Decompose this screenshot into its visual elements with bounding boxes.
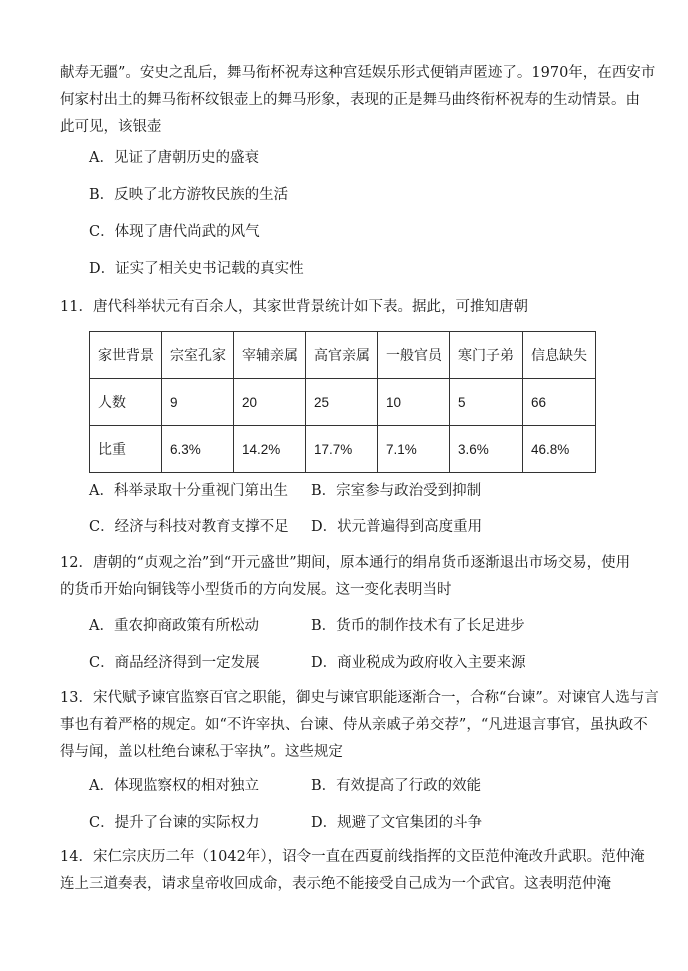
family-background-table: [89, 331, 596, 473]
table-cell: 10: [378, 379, 450, 426]
table-header-row: [90, 332, 596, 379]
table-cell: 6.3%: [162, 426, 234, 473]
table-header-cell: 信息缺失: [523, 332, 596, 379]
table-cell: 20: [234, 379, 306, 426]
q11-stem: 11．唐代科举状元有百余人，其家世背景统计如下表。据此，可推知唐朝: [60, 299, 528, 315]
table-cell: 人数: [90, 379, 162, 426]
q13-option-b[interactable]: B．有效提高了行政的效能: [311, 778, 482, 794]
q12-option-c[interactable]: C．商品经济得到一定发展: [89, 655, 260, 671]
table-cell: 14.2%: [234, 426, 306, 473]
q10-stem-line: 何家村出土的舞马衔杯纹银壶上的舞马形象，表现的正是舞马曲终衔杯祝寿的生动情景。由: [60, 92, 640, 108]
table-header-cell: 宗室孔家: [162, 332, 234, 379]
table-cell: 7.1%: [378, 426, 450, 473]
q10-stem-line: 此可见，该银壶: [60, 119, 162, 135]
table-row: [90, 379, 596, 426]
table-cell: 46.8%: [523, 426, 596, 473]
table-cell: 66: [523, 379, 596, 426]
q13-stem-line: 得与闻，盖以杜绝台谏私于宰执”。这些规定: [60, 744, 343, 760]
q14-stem-line: 14．宋仁宗庆历二年（1042年），诏令一直在西夏前线指挥的文臣范仲淹改升武职。范仲淹: [60, 849, 645, 865]
q10-stem-line: 献寿无疆”。安史之乱后，舞马衔杯祝寿这种宫廷娱乐形式便销声匿迹了。1970年，在西安市: [60, 65, 656, 81]
table-header-cell: 一般官员: [378, 332, 450, 379]
table-cell: 3.6%: [450, 426, 523, 473]
q12-option-b[interactable]: B．货币的制作技术有了长足进步: [311, 618, 525, 634]
q13-stem: [60, 685, 659, 766]
q12-option-d[interactable]: D．商业税成为政府收入主要来源: [311, 655, 526, 671]
q14-stem: [60, 844, 645, 898]
table-header-cell: 宰辅亲属: [234, 332, 306, 379]
table-cell: 比重: [90, 426, 162, 473]
q10-option-d[interactable]: D．证实了相关史书记载的真实性: [89, 261, 304, 277]
q12-stem-line: 的货币开始向铜钱等小型货币的方向发展。这一变化表明当时: [60, 582, 452, 598]
q12-stem-line: 12．唐朝的“贞观之治”到“开元盛世”期间，原本通行的绢帛货币逐渐退出市场交易，使用: [60, 555, 631, 571]
table-header-cell: 高官亲属: [306, 332, 378, 379]
q10-option-a[interactable]: A．见证了唐朝历史的盛衰: [89, 150, 259, 166]
table-cell: 5: [450, 379, 523, 426]
q10-stem: [60, 60, 656, 141]
table-cell: 25: [306, 379, 378, 426]
table-cell: 9: [162, 379, 234, 426]
q13-stem-line: 事也有着严格的规定。如“不许宰执、台谏、侍从亲戚子弟交荐”，“凡进退言事官，虽执政不: [60, 717, 648, 733]
table-header-cell: 寒门子弟: [450, 332, 523, 379]
q11-option-a[interactable]: A．科举录取十分重视门第出生: [89, 483, 288, 499]
q13-option-a[interactable]: A．体现监察权的相对独立: [89, 778, 259, 794]
q11-option-b[interactable]: B．宗室参与政治受到抑制: [311, 483, 482, 499]
q10-option-b[interactable]: B．反映了北方游牧民族的生活: [89, 187, 289, 203]
q13-option-c[interactable]: C．提升了台谏的实际权力: [89, 815, 260, 831]
q13-stem-line: 13．宋代赋予谏官监察百官之职能，御史与谏官职能逐渐合一，合称“台谏”。对谏官人选与言: [60, 690, 659, 706]
table-header-cell: 家世背景: [90, 332, 162, 379]
q11-option-c[interactable]: C．经济与科技对教育支撑不足: [89, 519, 289, 535]
q14-stem-line: 连上三道奏表，请求皇帝收回成命，表示绝不能接受自己成为一个武官。这表明范仲淹: [60, 876, 611, 892]
q12-stem: [60, 550, 632, 604]
q13-option-d[interactable]: D．规避了文官集团的斗争: [311, 815, 483, 831]
q12-option-a[interactable]: A．重农抑商政策有所松动: [89, 618, 259, 634]
q11-option-d[interactable]: D．状元普遍得到高度重用: [311, 519, 483, 535]
q10-option-c[interactable]: C．体现了唐代尚武的风气: [89, 224, 260, 240]
table-row: [90, 426, 596, 473]
table-cell: 17.7%: [306, 426, 378, 473]
